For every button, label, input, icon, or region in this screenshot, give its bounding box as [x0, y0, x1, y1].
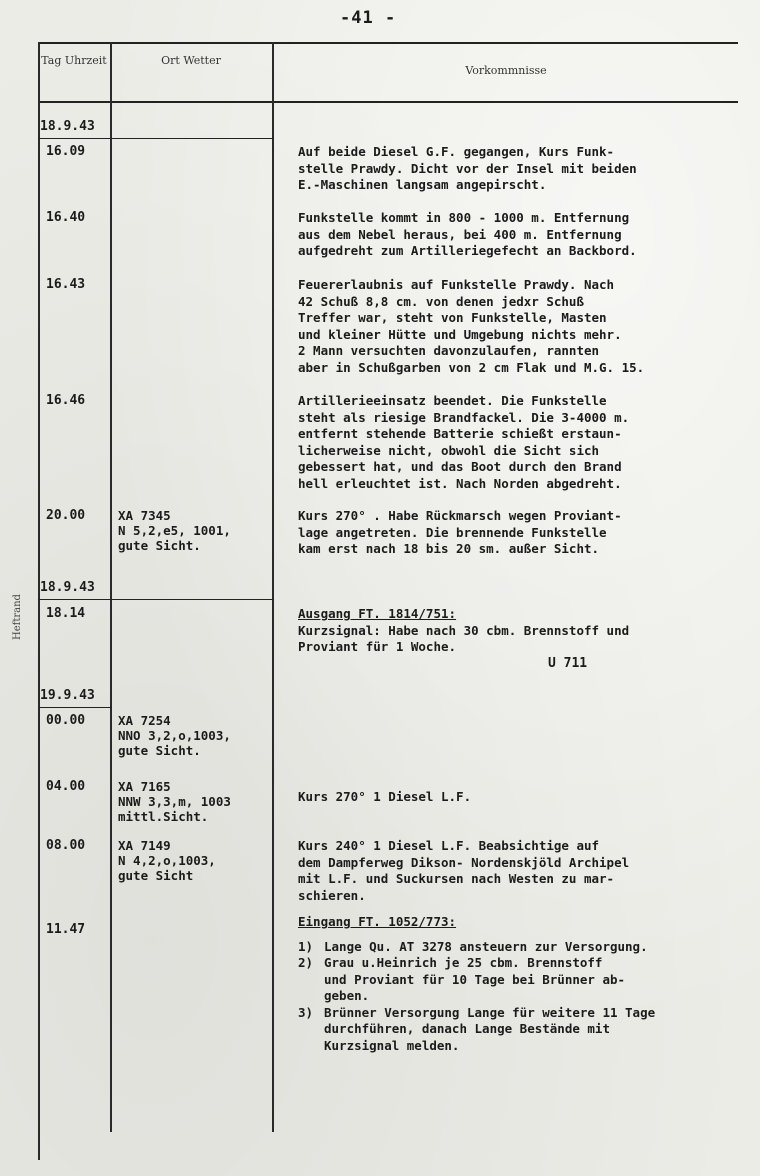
list-line: Brünner Versorgung Lange für weitere 11 Tage	[324, 1004, 656, 1020]
entry-heading: Eingang FT. 1052/773:	[298, 914, 457, 929]
entry-time: 16.40	[46, 210, 86, 225]
entry-line: 2 Mann versuchten davonzulaufen, rannten	[298, 343, 600, 358]
entry-text	[298, 914, 655, 1054]
date-text: 18.9.43	[40, 119, 95, 134]
entry-line: entfernt stehende Batterie schießt erstaun-	[298, 426, 622, 441]
entry-line: Proviant für 1 Woche.	[298, 639, 457, 654]
entry-line: gebessert hat, und das Boot durch den Brand	[298, 459, 622, 474]
list-item	[298, 939, 655, 956]
date-rule	[38, 707, 112, 708]
date-text: 18.9.43	[40, 580, 95, 595]
margin-label	[10, 560, 30, 680]
entry-line: lage angetreten. Die brennende Funkstelle	[298, 524, 607, 540]
date-heading	[40, 580, 118, 595]
entry-line: mit L.F. und Suckursen nach Westen zu mar-	[298, 871, 615, 886]
entry-time: 18.14	[46, 606, 86, 621]
header-label: Ort Wetter	[161, 54, 221, 67]
entry-line: licherweise nicht, obwohl die Sicht sich	[298, 442, 600, 458]
entry-time: 16.46	[46, 393, 86, 408]
entry-position-weather: XA 7254 NNO 3,2,o,1003, gute Sicht.	[118, 713, 231, 758]
entry-time: 16.09	[46, 144, 86, 159]
date-rule	[38, 599, 274, 600]
list-line: Lange Qu. AT 3278 ansteuern zur Versorgung.	[324, 938, 648, 954]
page-number: -41 -	[340, 8, 397, 28]
list-number: 2)	[298, 955, 314, 970]
header-place-weather	[112, 52, 270, 69]
entry-line: dem Dampferweg Dikson- Nordenskjöld Archipel	[298, 854, 630, 870]
entry-line: stelle Prawdy. Dicht vor der Insel mit beiden	[298, 160, 637, 176]
entry-line: Artillerieeinsatz beendet. Die Funkstelle	[298, 393, 607, 408]
entry-line: E.-Maschinen langsam angepirscht.	[298, 177, 547, 192]
date-heading	[40, 688, 108, 703]
date-text: 19.9.43	[40, 688, 95, 703]
entry-line: aus dem Nebel heraus, bei 400 m. Entfernung	[298, 226, 622, 242]
date-heading	[40, 119, 108, 134]
entry-time: 11.47	[46, 922, 86, 937]
entry-line: Treffer war, steht von Funkstelle, Masten	[298, 310, 607, 325]
entry-time: 04.00	[46, 779, 86, 794]
list-line: geben.	[324, 988, 370, 1003]
header-day-time	[40, 52, 108, 69]
entry-line: Auf beide Diesel G.F. gegangen, Kurs Funk-	[298, 144, 615, 159]
list-line: und Proviant für 10 Tage bei Brünner ab-	[324, 971, 626, 987]
entry-text	[298, 606, 629, 656]
column-line-left	[38, 42, 40, 1160]
list-number: 3)	[298, 1004, 314, 1020]
date-rule	[38, 138, 274, 139]
entry-position-weather: XA 7149 N 4,2,o,1003, gute Sicht	[118, 838, 216, 883]
list-line: Grau u.Heinrich je 25 cbm. Brennstoff	[324, 955, 603, 970]
entry-time: 08.00	[46, 838, 86, 853]
entry-line: steht als riesige Brandfackel. Die 3-4000 m.	[298, 409, 630, 425]
list-item	[298, 955, 655, 1005]
header-label: Tag Uhrzeit	[41, 54, 107, 67]
entry-line: aufgedreht zum Artilleriegefecht an Backbord.	[298, 243, 637, 258]
list-item	[298, 1005, 655, 1055]
entry-line: Feuererlaubnis auf Funkstelle Prawdy. Nach	[298, 277, 615, 292]
instruction-list	[298, 939, 655, 1055]
entry-text	[298, 277, 644, 376]
unit-stamp: U 711	[548, 656, 588, 671]
entry-position-weather: XA 7345 N 5,2,e5, 1001, gute Sicht.	[118, 508, 231, 553]
entry-time: 20.00	[46, 508, 86, 523]
entry-text	[298, 838, 629, 904]
table-header-rule	[38, 101, 738, 103]
entry-line: Kurzsignal: Habe nach 30 cbm. Brennstoff und	[298, 622, 630, 638]
entry-time: 00.00	[46, 713, 86, 728]
list-number: 1)	[298, 938, 314, 954]
header-label: Vorkommnisse	[465, 64, 547, 77]
entry-line: Kurs 270° . Habe Rückmarsch wegen Proviant-	[298, 508, 622, 523]
entry-text	[298, 210, 637, 260]
entry-line: 42 Schuß 8,8 cm. von denen jedxr Schuß	[298, 293, 584, 309]
header-events	[274, 62, 738, 79]
entry-text	[298, 789, 471, 806]
entry-line: Funkstelle kommt in 800 - 1000 m. Entfernung	[298, 210, 630, 225]
entry-text	[298, 393, 629, 492]
entry-line: aber in Schußgarben von 2 cm Flak und M.G. 15.	[298, 359, 645, 375]
entry-line: und kleiner Hütte und Umgebung nichts mehr.	[298, 326, 622, 342]
entry-line: kam erst nach 18 bis 20 sm. außer Sicht.	[298, 541, 600, 556]
entry-line: hell erleuchtet ist. Nach Norden abgedreht.	[298, 475, 622, 491]
entry-line: Kurs 240° 1 Diesel L.F. Beabsichtige auf	[298, 838, 600, 853]
list-line: durchführen, danach Lange Bestände mit	[324, 1021, 610, 1036]
table-top-rule	[38, 42, 738, 44]
entry-line: schieren.	[298, 887, 366, 903]
entry-position-weather: XA 7165 NNW 3,3,m, 1003 mittl.Sicht.	[118, 779, 231, 824]
entry-heading: Ausgang FT. 1814/751:	[298, 606, 457, 621]
entry-time: 16.43	[46, 277, 86, 292]
list-line: Kurzsignal melden.	[324, 1037, 460, 1053]
entry-text	[298, 144, 637, 194]
column-line-2	[272, 42, 274, 1132]
entry-text	[298, 508, 622, 558]
entry-line: Kurs 270° 1 Diesel L.F.	[298, 789, 472, 804]
margin-label-text: Heftrand	[12, 594, 23, 640]
